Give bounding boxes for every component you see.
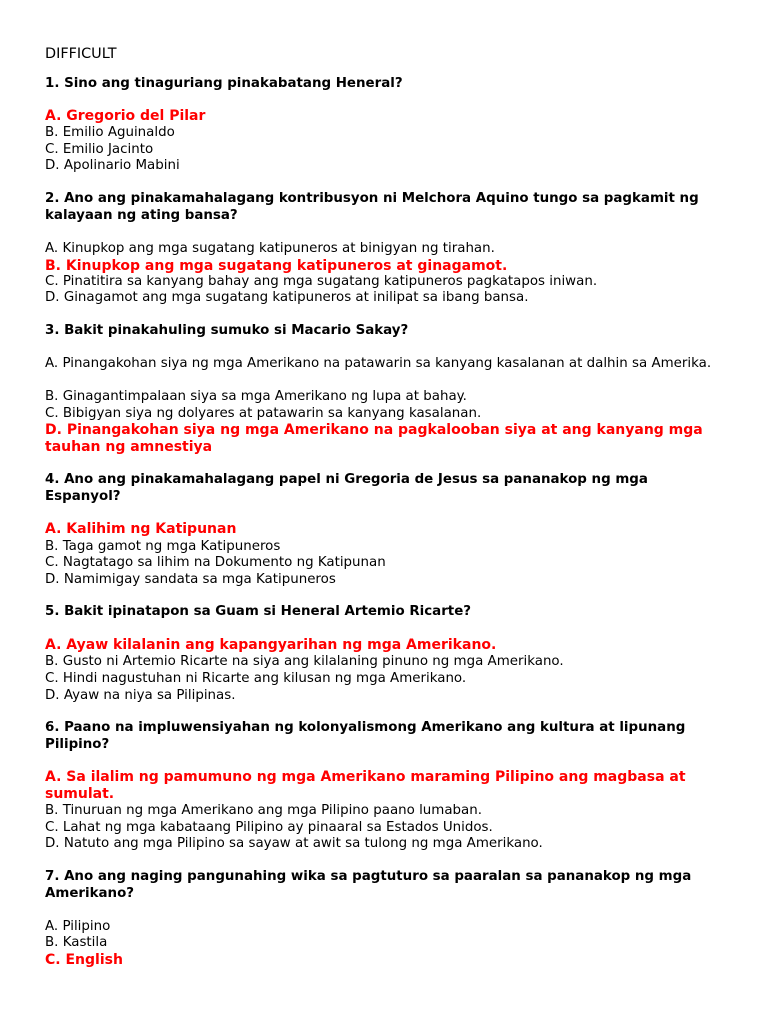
q4-choice-c: C. Nagtatago sa lihim na Dokumento ng Katipunan [45, 555, 386, 570]
q5-choice-c: C. Hindi nagustuhan ni Ricarte ang kilusan ng mga Amerikano. [45, 671, 467, 686]
difficulty-heading: DIFFICULT [45, 46, 117, 62]
q6-choice-d: D. Natuto ang mga Pilipino sa sayaw at awit sa tulong ng mga Amerikano. [45, 836, 543, 851]
question-2: 2. Ano ang pinakamahalagang kontribusyon ni Melchora Aquino tungo sa pagkamit ng kalayaan ng ating bansa? [45, 191, 699, 223]
q4-choice-d: D. Namimigay sandata sa mga Katipuneros [45, 572, 336, 587]
question-5: 5. Bakit ipinatapon sa Guam si Heneral Artemio Ricarte? [45, 604, 472, 619]
q5-choice-d: D. Ayaw na niya sa Pilipinas. [45, 688, 236, 703]
q1-choice-a-correct: A. Gregorio del Pilar [45, 108, 206, 124]
q1-choice-d: D. Apolinario Mabini [45, 158, 180, 173]
q2-choice-c: C. Pinatitira sa kanyang bahay ang mga sugatang katipuneros pagkatapos iniwan. [45, 274, 598, 289]
q5-choice-b: B. Gusto ni Artemio Ricarte na siya ang kilalaning pinuno ng mga Amerikano. [45, 654, 564, 669]
q6-choice-c: C. Lahat ng mga kabataang Pilipino ay pinaaral sa Estados Unidos. [45, 820, 493, 835]
q2-choice-b-correct: B. Kinupkop ang mga sugatang katipuneros at ginagamot. [45, 258, 508, 274]
q1-choice-b: B. Emilio Aguinaldo [45, 125, 175, 140]
q7-choice-c-correct: C. English [45, 952, 123, 968]
q5-choice-a-correct: A. Ayaw kilalanin ang kapangyarihan ng mga Amerikano. [45, 637, 497, 653]
question-1: 1. Sino ang tinaguriang pinakabatang Heneral? [45, 76, 403, 91]
q7-choice-b: B. Kastila [45, 935, 108, 950]
q2-choice-d: D. Ginagamot ang mga sugatang katipuneros at inilipat sa ibang bansa. [45, 290, 529, 305]
q7-choice-a: A. Pilipino [45, 919, 111, 934]
question-4: 4. Ano ang pinakamahalagang papel ni Gregoria de Jesus sa pananakop ng mga Espanyol? [45, 472, 648, 504]
q1-choice-c: C. Emilio Jacinto [45, 142, 154, 157]
question-3: 3. Bakit pinakahuling sumuko si Macario Sakay? [45, 323, 409, 338]
q3-choice-d-correct: D. Pinangakohan siya ng mga Amerikano na pagkalooban siya at ang kanyang mga tauhan ng amnestiya [45, 422, 703, 455]
q4-choice-b: B. Taga gamot ng mga Katipuneros [45, 539, 281, 554]
q3-choice-c: C. Bibigyan siya ng dolyares at patawarin sa kanyang kasalanan. [45, 406, 482, 421]
question-7: 7. Ano ang naging pangunahing wika sa pagtuturo sa paaralan sa pananakop ng mga Amerikano? [45, 869, 692, 901]
q3-choice-b: B. Ginagantimpalaan siya sa mga Amerikano ng lupa at bahay. [45, 389, 467, 404]
q6-choice-b: B. Tinuruan ng mga Amerikano ang mga Pilipino paano lumaban. [45, 803, 482, 818]
q2-choice-a: A. Kinupkop ang mga sugatang katipuneros at binigyan ng tirahan. [45, 241, 495, 256]
question-6: 6. Paano na impluwensiyahan ng kolonyalismong Amerikano ang kultura at lipunang Pilipino? [45, 720, 686, 752]
q3-choice-a: A. Pinangakohan siya ng mga Amerikano na patawarin sa kanyang kasalanan at dalhin sa Amerika. [45, 356, 712, 371]
q6-choice-a-correct: A. Sa ilalim ng pamumuno ng mga Amerikano maraming Pilipino ang magbasa at sumulat. [45, 769, 686, 802]
q4-choice-a-correct: A. Kalihim ng Katipunan [45, 521, 237, 537]
